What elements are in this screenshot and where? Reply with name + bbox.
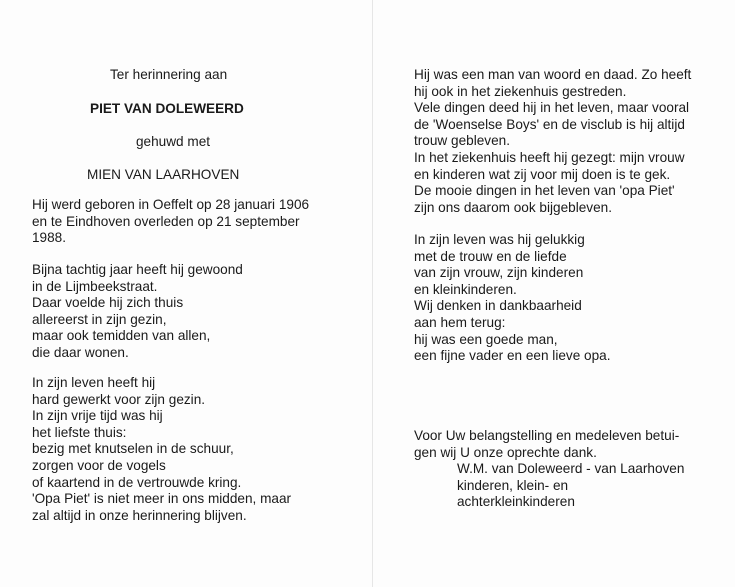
spouse-name: MIEN VAN LAARHOVEN xyxy=(87,167,240,182)
married-text: gehuwd met xyxy=(136,134,211,149)
card-fold-line xyxy=(372,0,373,587)
right-paragraph-1: Hij was een man van woord en daad. Zo heeft hij ook in het ziekenhuis gestreden. Vele dingen deed hij in het leven, maar vooral de 'Woenselse Boys' en de visclub is hij altijd trouw gebleven. In het ziekenhuis heeft hij gezegt: mijn vrouw en kinderen wat zij voor mij doen is te gek. De mooie dingen in het leven van 'opa Piet' zijn ons daarom ook bijgebleven. xyxy=(414,67,692,215)
signature-block: W.M. van Doleweerd - van Laarhoven kinderen, klein- en achterkleinkinderen xyxy=(457,461,685,510)
left-paragraph-1: Bijna tachtig jaar heeft hij gewoond in de Lijmbeekstraat. Daar voelde hij zich thuis allereerst in zijn gezin, maar ook temidden van allen, die daar wonen. xyxy=(32,262,243,360)
right-paragraph-2: In zijn leven was hij gelukkig met de trouw en de liefde van zijn vrouw, zijn kinderen en kleinkinderen. Wij denken in dankbaarheid aan hem terug: hij was een goede man, een fijne vader en een lieve opa. xyxy=(414,232,611,364)
deceased-name: PIET VAN DOLEWEERD xyxy=(90,101,244,116)
left-paragraph-2: In zijn leven heeft hij hard gewerkt voor zijn gezin. In zijn vrije tijd was hij het liefste thuis: bezig met knutselen in de schuur, zorgen voor de vogels of kaartend in de vertrouwde kring. 'Opa Piet' is niet meer in ons midden, maar zal altijd in onze herinnering blijven. xyxy=(32,375,292,523)
intro-text: Ter herinnering aan xyxy=(110,67,228,82)
birth-death-paragraph: Hij werd geboren in Oeffelt op 28 januari 1906 en te Eindhoven overleden op 21 september 1988. xyxy=(32,197,310,246)
thanks-paragraph: Voor Uw belangstelling en medeleven betui- gen wij U onze oprechte dank. xyxy=(414,428,680,460)
